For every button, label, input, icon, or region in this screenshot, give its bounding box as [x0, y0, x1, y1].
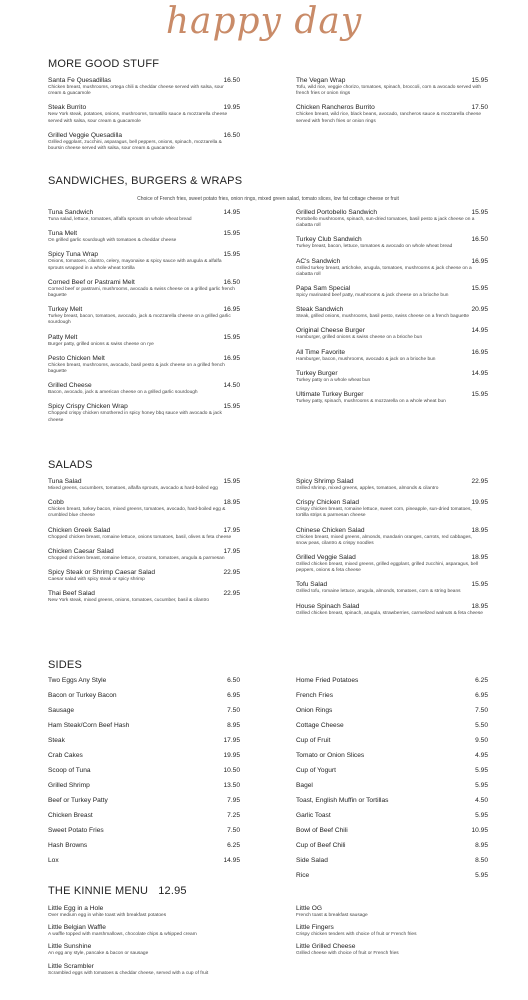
item-name: Chicken Caesar Salad [48, 547, 114, 555]
item-price: 15.95 [223, 478, 240, 485]
item-name: Corned Beef or Pastrami Melt [48, 278, 135, 286]
side-item [296, 796, 488, 811]
item-name: Bacon or Turkey Bacon [48, 692, 117, 699]
menu-title: happy day [165, 1, 363, 42]
item-price: 18.95 [471, 554, 488, 562]
menu-item [48, 278, 240, 299]
menu-item [296, 348, 488, 363]
item-description: Chicken breast, mixed greens, almonds, mandarin oranges, carrots, red cabbages, snow peas, cilantro & crispy noodles [296, 534, 472, 546]
item-name: Thai Beef Salad [48, 590, 95, 598]
item-name: Beef or Turkey Patty [48, 797, 108, 804]
item-description: A waffle topped with marshmallows, chocolate chips & whipped cream [48, 932, 197, 938]
item-description: Crispy chicken tenders with choice of fruit or French fries [296, 932, 417, 938]
item-price: 16.95 [471, 348, 488, 356]
item-description: Burger patty, grilled onions & swiss cheese on rye [48, 341, 154, 347]
item-name: Grilled Cheese [48, 382, 92, 390]
item-name: Crab Cakes [48, 752, 83, 759]
item-name: Cottage Cheese [296, 722, 344, 729]
side-item [296, 766, 488, 781]
item-description: Mixed greens, cucumbers, tomatoes, alfalfa sprouts, avocado & hard-boiled egg [48, 486, 218, 491]
item-price: 15.95 [471, 391, 488, 399]
menu-column-right [296, 676, 488, 886]
item-price: 15.95 [223, 403, 240, 411]
item-name: Garlic Toast [296, 812, 331, 819]
item-name: Steak Burrito [48, 104, 87, 112]
item-name: Chicken Breast [48, 812, 93, 819]
menu-item [296, 580, 488, 595]
item-price: 4.95 [475, 752, 488, 759]
menu-item [48, 381, 240, 396]
item-price: 14.95 [223, 209, 240, 216]
item-price: 15.95 [223, 333, 240, 341]
menu-item [296, 305, 488, 320]
item-name: Scoop of Tuna [48, 767, 91, 774]
item-name: Turkey Club Sandwich [296, 236, 362, 244]
item-name: Two Eggs Any Style [48, 677, 107, 684]
item-name: French Fries [296, 692, 334, 699]
menu-column-right [296, 477, 488, 623]
menu-item [48, 250, 240, 271]
side-item [296, 751, 488, 766]
item-name: Crispy Chicken Salad [296, 499, 360, 507]
item-price: 16.50 [223, 278, 240, 286]
item-price: 6.50 [227, 677, 240, 684]
item-name: Tuna Sandwich [48, 209, 94, 216]
item-price: 7.50 [227, 827, 240, 834]
item-name: Little OG [296, 905, 323, 912]
item-description: Grilled shrimp, mixed greens, apples, tomatoes, almonds & cilantro [296, 486, 439, 491]
item-price: 5.95 [475, 812, 488, 819]
item-name: Steak Sandwich [296, 306, 344, 314]
item-name: Spicy Crispy Chicken Wrap [48, 403, 128, 411]
menu-item [48, 923, 240, 938]
item-name: Little Scrambler [48, 962, 94, 970]
item-description: Tofu, wild rice, veggie chorizo, tomatoes, spinach, broccoli, corn & avocado served with french fries or onion rings [296, 85, 482, 97]
section-note: Choice of French fries, sweet potato fries, onion rings, mixed green salad, tomato slices, low fat cottage cheese or fruit [137, 196, 399, 202]
side-item [48, 766, 240, 781]
item-name: Sausage [48, 707, 75, 714]
item-name: AC's Sandwich [296, 257, 341, 265]
menu-item [48, 498, 240, 519]
item-price: 15.95 [471, 581, 488, 589]
item-name: Bowl of Beef Chili [296, 827, 348, 834]
item-name: Ultimate Turkey Burger [296, 391, 364, 399]
menu-item [48, 131, 240, 152]
item-price: 16.50 [223, 77, 240, 84]
item-name: Turkey Melt [48, 306, 83, 314]
item-description: Chicken breast, turkey bacon, mixed greens, tomatoes, avocado, hard-boiled egg & crumbled blue cheese [48, 507, 226, 519]
item-price: 5.50 [475, 722, 488, 729]
side-item [48, 751, 240, 766]
menu-item [48, 103, 240, 124]
menu-item [296, 390, 488, 405]
item-price: 6.25 [227, 842, 240, 849]
side-item [48, 841, 240, 856]
item-name: The Vegan Wrap [296, 77, 346, 84]
item-name: Tuna Melt [48, 230, 78, 238]
item-description: Caesar salad with spicy steak or spicy shrimp [48, 577, 145, 583]
menu-item [48, 904, 240, 919]
side-item [48, 676, 240, 691]
item-name: Bagel [296, 782, 313, 789]
item-name: Tofu Salad [296, 581, 328, 589]
item-name: Little Belgian Waffle [48, 924, 106, 932]
side-item [296, 736, 488, 751]
menu-item [296, 553, 488, 574]
item-name: All Time Favorite [296, 348, 346, 356]
item-description: Portobello mushrooms, spinach, sun-dried tomatoes, basil pesto & jack cheese on a ciabatta roll [296, 217, 475, 229]
item-price: 5.95 [475, 872, 488, 879]
item-name: Cup of Beef Chili [296, 842, 346, 849]
item-name: Tomato or Onion Slices [296, 752, 365, 759]
item-price: 7.25 [227, 812, 240, 819]
item-description: Over medium egg in white toast with breakfast potatoes [48, 913, 167, 918]
item-price: 8.50 [475, 857, 488, 864]
menu-item [296, 602, 488, 617]
item-name: Little Grilled Cheese [296, 943, 356, 951]
item-price: 7.50 [475, 707, 488, 714]
side-item [48, 691, 240, 706]
side-item [296, 781, 488, 796]
menu-item [48, 76, 240, 97]
item-description: Hamburger, grilled onions & swiss cheese on a brioche bun [296, 335, 423, 341]
item-description: Corned beef or pastrami, mushrooms, avocado & swiss cheese on a grilled garlic french baguette [48, 286, 235, 299]
item-name: Toast, English Muffin or Tortillas [296, 797, 389, 804]
menu-item [296, 904, 488, 919]
item-name: Chinese Chicken Salad [296, 526, 365, 534]
item-description: Turkey patty on a whole wheat bun [296, 377, 371, 383]
menu-item [296, 942, 488, 957]
item-name: Little Fingers [296, 924, 334, 932]
menu-column-right [296, 76, 488, 158]
item-description: Spicy marinated beef patty, mushrooms & jack cheese on a brioche bun [296, 293, 449, 299]
item-price: 5.95 [475, 767, 488, 774]
menu-item [48, 589, 240, 604]
side-item [296, 706, 488, 721]
item-name: Turkey Burger [296, 369, 338, 377]
salads-section [48, 458, 488, 623]
item-price: 15.95 [223, 230, 240, 238]
kinnie-title: THE KINNIE MENU [48, 885, 149, 897]
item-price: 16.95 [471, 257, 488, 265]
side-item [296, 841, 488, 856]
menu-item [296, 235, 488, 250]
item-description: French toast & breakfast sausage [296, 913, 368, 918]
section-title: SALADS [48, 459, 93, 471]
item-price: 19.95 [223, 104, 240, 112]
item-price: 22.95 [223, 569, 240, 577]
item-description: Bacon, avocado, jack & american cheese on a grilled garlic sourdough [48, 390, 198, 396]
side-item [48, 721, 240, 736]
sandwiches-section [48, 174, 488, 430]
item-price: 22.95 [223, 590, 240, 598]
item-name: Grilled Veggie Quesadilla [48, 131, 123, 139]
item-name: Home Fried Potatoes [296, 677, 359, 684]
side-item [48, 781, 240, 796]
kinnie-price: 12.95 [158, 885, 187, 897]
item-price: 17.95 [223, 526, 240, 534]
item-name: House Spinach Salad [296, 602, 360, 610]
item-price: 10.50 [223, 767, 240, 774]
item-price: 15.95 [471, 285, 488, 293]
item-price: 16.50 [471, 236, 488, 244]
menu-item [296, 369, 488, 384]
item-description: Grilled chicken breast, mixed greens, grilled eggplant, grilled zucchini, asparagus, bell peppers, onions & feta cheese [296, 562, 479, 574]
item-name: Spicy Tuna Wrap [48, 251, 99, 259]
item-description: An egg any style, pancake & bacon or sausage [48, 951, 149, 957]
item-description: Crispy chicken breast, romaine lettuce, sweet corn, pineapple, sun-dried tomatoes, tortilla strips & parmesan cheese [296, 507, 472, 519]
item-description: Chopped chicken breast, romaine lettuce, onions tomatoes, basil, olives & feta cheese [48, 534, 232, 540]
item-description: Chicken breast, mushrooms, ortega chili & cheddar cheese served with salsa, sour cream & guacamole [48, 85, 224, 97]
menu-item [48, 547, 240, 562]
side-item [296, 676, 488, 691]
item-name: Little Sunshine [48, 943, 92, 951]
section-title: SANDWICHES, BURGERS & WRAPS [48, 175, 243, 187]
menu-column-left [48, 676, 240, 886]
item-price: 19.95 [471, 499, 488, 507]
item-description: Turkey patty, spinach, mushrooms & mozzarella on a whole wheat bun [296, 399, 446, 405]
side-item [48, 736, 240, 751]
item-description: Chicken breast, wild rice, black beans, avocado, rancheros sauce & mozzarella cheese served with french fries or onion rings [296, 112, 482, 124]
item-name: Original Cheese Burger [296, 327, 365, 335]
item-price: 14.95 [471, 327, 488, 335]
menu-column-left [48, 208, 240, 430]
menu-item [48, 229, 240, 244]
item-description: Grilled turkey breast, artichoke, arugula, tomatoes, mushrooms & jack cheese on a ciabatta roll [296, 265, 472, 277]
menu-item [48, 942, 240, 957]
item-name: Ham Steak/Corn Beef Hash [48, 722, 130, 729]
side-item [48, 796, 240, 811]
item-name: Little Egg in a Hole [48, 905, 104, 912]
side-item [48, 826, 240, 841]
item-name: Santa Fe Quesadillas [48, 77, 112, 84]
item-name: Tuna Salad [48, 478, 82, 485]
item-description: Grilled chicken breast, spinach, arugula, strawberries, carmelized walnuts & feta cheese [296, 610, 483, 616]
menu-item [296, 76, 488, 97]
item-name: Chicken Greek Salad [48, 526, 111, 534]
menu-item [296, 477, 488, 492]
menu-item [296, 923, 488, 938]
item-description: Steak, grilled onions, mushrooms, basil pesto, swiss cheese on a french baguette [296, 314, 470, 320]
item-price: 8.95 [475, 842, 488, 849]
menu-column-left [48, 76, 240, 158]
item-name: Side Salad [296, 857, 328, 864]
menu-column-left [48, 904, 240, 977]
item-description: New York steak, mixed greens, onions, tomatoes, cucumber, basil & cilantro [48, 598, 210, 604]
side-item [48, 811, 240, 826]
item-price: 6.25 [475, 677, 488, 684]
item-price: 14.95 [471, 369, 488, 377]
item-name: Papa Sam Special [296, 285, 351, 293]
item-name: Grilled Veggie Salad [296, 554, 356, 562]
menu-item [296, 498, 488, 519]
item-price: 6.95 [475, 692, 488, 699]
side-item [48, 706, 240, 721]
kinnie-menu-section [48, 884, 488, 977]
item-name: Chicken Rancheros Burrito [296, 104, 375, 112]
item-description: Chopped crispy chicken smothered in spicy honey bbq sauce with avocado & jack cheese [48, 411, 222, 423]
menu-item [48, 962, 240, 977]
item-name: Spicy Shrimp Salad [296, 478, 354, 485]
side-item [296, 691, 488, 706]
menu-column-right [296, 904, 488, 977]
item-price: 16.95 [223, 306, 240, 314]
item-name: Patty Melt [48, 333, 78, 341]
menu-item [296, 257, 488, 278]
item-price: 5.95 [475, 782, 488, 789]
side-item [296, 856, 488, 871]
item-description: Chopped chicken breast, romaine lettuce, croutons, tomatoes, arugula & parmesan [48, 555, 225, 561]
menu-column-left [48, 477, 240, 623]
item-name: Grilled Portobello Sandwich [296, 209, 377, 216]
item-name: Sweet Potato Fries [48, 827, 104, 834]
item-name: Cobb [48, 499, 64, 507]
menu-item [48, 402, 240, 423]
item-description: Hamburger, bacon, mushrooms, avocado & jack on a brioche bun [296, 356, 436, 362]
item-price: 16.95 [223, 354, 240, 362]
item-description: Scrambled eggs with tomatoes & cheddar cheese, served with a cup of fruit [48, 970, 209, 976]
item-name: Grilled Shrimp [48, 782, 90, 789]
item-description: Turkey breast, bacon, tomatoes, avocado, jack & mozzarella cheese on a grilled garlic sourdough [48, 314, 231, 326]
menu-item [296, 208, 488, 229]
item-price: 9.50 [475, 737, 488, 744]
item-description: On grilled garlic sourdough with tomatoes & cheddar cheese [48, 238, 177, 244]
item-price: 13.50 [223, 782, 240, 789]
menu-column-right [296, 208, 488, 430]
menu-item [48, 333, 240, 348]
item-description: Chicken breast, mushrooms, avocado, basil pesto & jack cheese on a grilled french baguette [48, 362, 225, 375]
item-name: Cup of Fruit [296, 737, 331, 744]
item-description: Grilled cheese with choice of fruit or French fries [296, 951, 399, 957]
item-name: Lox [48, 857, 59, 864]
side-item [48, 856, 240, 871]
item-price: 7.95 [227, 797, 240, 804]
item-price: 15.95 [223, 251, 240, 259]
item-description: Grilled eggplant, zucchini, asparagus, bell peppers, onions, spinach, mozzarella & boursin cheese served with salsa, sour cream & guacamole [48, 139, 222, 152]
section-title: MORE GOOD STUFF [48, 58, 160, 70]
item-price: 4.50 [475, 797, 488, 804]
item-price: 17.95 [223, 547, 240, 555]
item-price: 19.95 [223, 752, 240, 759]
item-price: 22.95 [471, 478, 488, 485]
item-price: 6.95 [227, 692, 240, 699]
item-description: New York steak, potatoes, onions, mushrooms, tomatillo sauce & mozzarella cheese served with salsa, sour cream & guacamole [48, 112, 228, 124]
item-price: 17.95 [223, 737, 240, 744]
item-price: 16.50 [223, 131, 240, 139]
item-price: 14.95 [223, 857, 240, 864]
item-price: 20.95 [471, 306, 488, 314]
section-title [48, 884, 488, 898]
more-good-stuff-section [48, 57, 488, 158]
menu-item [48, 526, 240, 541]
menu-item [296, 103, 488, 124]
item-price: 8.95 [227, 722, 240, 729]
item-name: Steak [48, 737, 65, 744]
side-item [296, 721, 488, 736]
item-name: Hash Browns [48, 842, 88, 849]
item-name: Pesto Chicken Melt [48, 354, 105, 362]
item-price: 15.95 [471, 77, 488, 84]
item-name: Rice [296, 872, 310, 879]
item-price: 15.95 [471, 209, 488, 216]
item-price: 14.50 [223, 382, 240, 390]
item-price: 18.95 [471, 526, 488, 534]
item-price: 18.95 [471, 602, 488, 610]
item-price: 10.95 [471, 827, 488, 834]
menu-item [48, 305, 240, 326]
menu-item [296, 284, 488, 299]
item-description: Turkey breast, bacon, lettuce, tomatoes & avocado on whole wheat bread [296, 244, 453, 250]
item-price: 7.50 [227, 707, 240, 714]
item-name: Spicy Steak or Shrimp Caesar Salad [48, 569, 156, 577]
item-name: Cup of Yogurt [296, 767, 336, 774]
menu-item [48, 477, 240, 492]
menu-item [48, 354, 240, 375]
menu-item [48, 568, 240, 583]
menu-item [296, 326, 488, 341]
item-description: Onions, tomatoes, cilantro, celery, mayonaise & spicy sauce with arugula & alfalfa sprouts wrapped in a whole wheat tortilla [48, 259, 222, 271]
side-item [296, 811, 488, 826]
section-title: SIDES [48, 659, 83, 671]
side-item [296, 826, 488, 841]
item-name: Onion Rings [296, 707, 333, 714]
item-price: 18.95 [223, 499, 240, 507]
sides-section [48, 658, 488, 886]
menu-item [48, 208, 240, 223]
menu-item [296, 526, 488, 547]
item-description: Grilled tofu, romaine lettuce, arugula, almonds, tomatoes, corn & string beans [296, 589, 461, 595]
item-price: 17.50 [471, 104, 488, 112]
item-description: Tuna salad, lettuce, tomatoes, alfalfa sprouts on whole wheat bread [48, 217, 192, 222]
